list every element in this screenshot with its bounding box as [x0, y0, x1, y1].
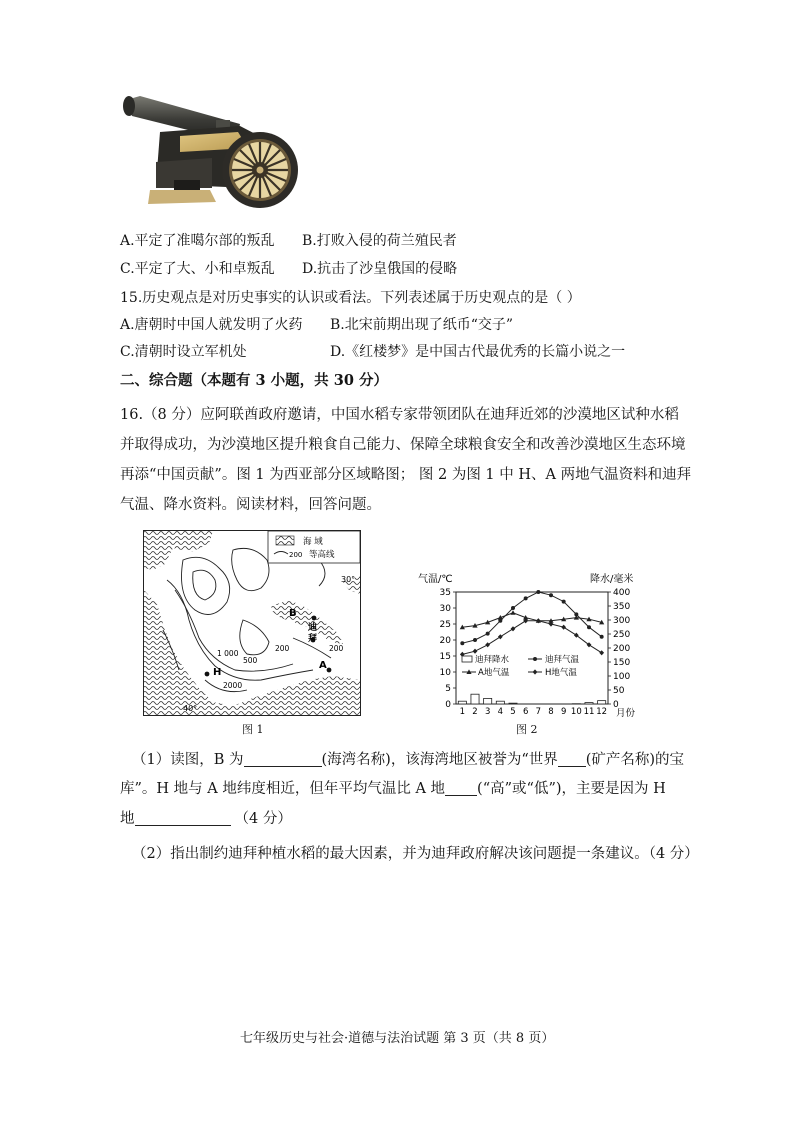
map-label-dubai-2: 拜 [308, 634, 318, 644]
x-tick-label: 6 [522, 707, 529, 717]
answer-blank-reason[interactable] [135, 810, 231, 826]
q16-intro-line-1: 16.（8 分）应阿联酋政府邀请，中国水稻专家带领团队在迪拜近郊的沙漠地区试种水稻 [120, 407, 679, 423]
marker-dubai-temp [460, 641, 464, 645]
y-right-tick-label: 300 [613, 616, 631, 626]
q15-option-b: B.北宋前期出现了纸币“交子” [330, 317, 514, 333]
precip-bar [471, 694, 479, 704]
q16-sub2: （2）指出制约迪拜种植水稻的最大因素，并为迪拜政府解决该问题提一条建议。（4 分） [132, 846, 699, 862]
figure-2-caption: 图 2 [516, 723, 538, 736]
y-right-tick-label: 400 [613, 588, 631, 598]
x-tick-label: 3 [484, 707, 491, 717]
legend-h-temp-marker [533, 669, 538, 674]
q16-sub1-part6: 地 [120, 811, 135, 827]
q16-sub1-line1 [132, 745, 684, 775]
y-right-tick-label: 350 [613, 602, 631, 612]
q16-sub1-part1: （1）读图，B 为 [132, 752, 244, 768]
page-footer: 七年级历史与社会·道德与法治试题 第 3 页（共 8 页） [240, 1031, 555, 1046]
legend-contour-label: 等高线 [309, 550, 335, 560]
y-left-axis-label: 气温/℃ [418, 574, 453, 585]
map-label-a: A [319, 660, 327, 671]
q14-option-b: B.打败入侵的荷兰殖民者 [302, 233, 457, 249]
figure-2-climate-chart [412, 570, 652, 720]
legend-dubai-precip: 迪拜降水 [475, 655, 510, 665]
y-left-tick-label: 25 [439, 620, 451, 630]
precip-bar [598, 701, 606, 704]
q16-sub1-part3: (矿产名称)的宝 [585, 752, 685, 768]
x-tick-label: 5 [510, 707, 516, 717]
legend-a-temp: A地气温 [478, 668, 510, 678]
map-label-c500: 500 [243, 656, 258, 665]
y-left-tick-label: 5 [445, 684, 451, 694]
q16-sub1-part5: (“高”或“低”)，主要是因为 H [477, 781, 666, 797]
marker-dubai-temp [511, 606, 515, 610]
y-right-tick-label: 200 [613, 644, 631, 654]
figure-1-caption: 图 1 [242, 723, 264, 736]
q16-sub1-line2 [120, 774, 666, 804]
plot-frame [456, 592, 608, 704]
legend-dubai-temp-marker [533, 657, 537, 661]
q15-option-c: C.清朝时设立军机处 [120, 344, 247, 360]
marker-a-temp [510, 610, 515, 615]
legend-h-temp: H地气温 [545, 668, 577, 678]
map-label-h: H [213, 667, 222, 678]
x-tick-label: 4 [497, 707, 504, 717]
temp-line-diamond [462, 621, 601, 655]
q16-sub1-part4: 库”。H 地与 A 地纬度相近，但年平均气温比 A 地 [120, 781, 446, 797]
map-label-c2000: 2000 [223, 681, 243, 690]
q15-option-a: A.唐朝时中国人就发明了火药 [120, 317, 303, 333]
marker-dubai-temp [473, 638, 477, 642]
q16-sub1-line3 [120, 804, 292, 834]
map-label-b: B [289, 608, 297, 619]
y-right-tick-label: 150 [613, 658, 631, 668]
legend-precip-swatch [462, 656, 472, 662]
q14-option-d: D.抗击了沙皇俄国的侵略 [302, 261, 458, 277]
precip-bar [484, 698, 492, 704]
x-axis-unit: 月份 [616, 708, 636, 719]
cannon-image [120, 92, 300, 218]
marker-dubai-temp [524, 596, 528, 600]
marker-dubai-temp [562, 600, 566, 604]
y-left-tick-label: 30 [439, 604, 451, 614]
map-label-c200: 200 [275, 644, 290, 653]
y-right-tick-label: 0 [613, 700, 619, 710]
marker-dubai-temp [587, 625, 591, 629]
marker-dubai-temp [549, 593, 553, 597]
y-left-tick-label: 35 [439, 588, 451, 598]
y-right-tick-label: 250 [613, 630, 631, 640]
q14-option-a: A.平定了准噶尔部的叛乱 [120, 233, 275, 249]
marker-h-temp [561, 625, 566, 630]
y-right-axis-label: 降水/毫米 [590, 574, 634, 585]
x-tick-label: 10 [570, 707, 582, 717]
section-heading: 二、综合题（本题有 3 小题，共 30 分） [120, 372, 388, 389]
q14-option-c: C.平定了大、小和卓叛乱 [120, 261, 275, 277]
q15-option-d: D.《红楼梦》是中国古代最优秀的长篇小说之一 [330, 344, 626, 360]
marker-h-temp [498, 634, 503, 639]
x-tick-label: 11 [583, 707, 595, 717]
marker-h-temp [511, 626, 516, 631]
map-label-dubai-1: 迪 [308, 623, 318, 633]
x-tick-label: 8 [548, 707, 554, 717]
temp-line-triangle [462, 613, 601, 627]
map-label-c200b: 200 [329, 644, 344, 653]
precip-bar [458, 701, 466, 704]
q16-sub1-part2: (海湾名称)，该海湾地区被誉为“世界 [321, 752, 558, 768]
q16-intro-line-2: 并取得成功，为沙漠地区提升粮食自己能力、保障全球粮食安全和改善沙漠地区生态环境 [120, 437, 686, 453]
legend-sea-label: 海 域 [303, 537, 323, 547]
precip-bar [585, 703, 593, 704]
x-tick-label: 12 [596, 707, 608, 717]
q16-intro-line-3: 再添“中国贡献”。图 1 为西亚部分区域略图； 图 2 为图 1 中 H、A 两地气温资料和迪拜 [120, 467, 692, 483]
answer-blank-gulf[interactable] [244, 751, 322, 767]
map-label-c1000: 1 000 [217, 649, 239, 658]
answer-blank-mineral[interactable] [558, 751, 586, 767]
temp-line-dot [462, 592, 601, 643]
q15-stem: 15.历史观点是对历史事实的认识或看法。下列表述属于历史观点的是（ ） [120, 290, 581, 306]
q16-sub1-part7: （4 分） [234, 811, 292, 827]
x-tick-label: 2 [472, 707, 478, 717]
y-left-tick-label: 10 [439, 668, 451, 678]
marker-dubai-temp [486, 632, 490, 636]
legend-contour-value: 200 [289, 551, 303, 559]
figure-1-map [143, 530, 361, 716]
legend-dubai-temp: 迪拜气温 [545, 655, 580, 665]
y-left-tick-label: 15 [439, 652, 451, 662]
y-right-tick-label: 50 [613, 686, 625, 696]
y-left-tick-label: 20 [439, 636, 451, 646]
marker-dubai-temp [600, 635, 604, 639]
marker-dubai-temp [536, 590, 540, 594]
y-left-tick-label: 0 [445, 700, 451, 710]
x-tick-label: 7 [535, 707, 542, 717]
marker-h-temp [473, 649, 478, 654]
precip-bar [509, 703, 517, 704]
answer-blank-high-low[interactable] [445, 780, 477, 796]
x-tick-label: 9 [560, 707, 567, 717]
precip-bar [496, 701, 504, 704]
x-tick-label: 1 [459, 707, 466, 717]
marker-h-temp [599, 650, 604, 655]
map-label-lon40: 40° [183, 704, 198, 713]
q16-intro-line-4: 气温、降水资料。阅读材料，回答问题。 [120, 497, 381, 513]
map-label-lat30: 30° [341, 575, 356, 584]
marker-h-temp [485, 642, 490, 647]
y-right-tick-label: 100 [613, 672, 631, 682]
